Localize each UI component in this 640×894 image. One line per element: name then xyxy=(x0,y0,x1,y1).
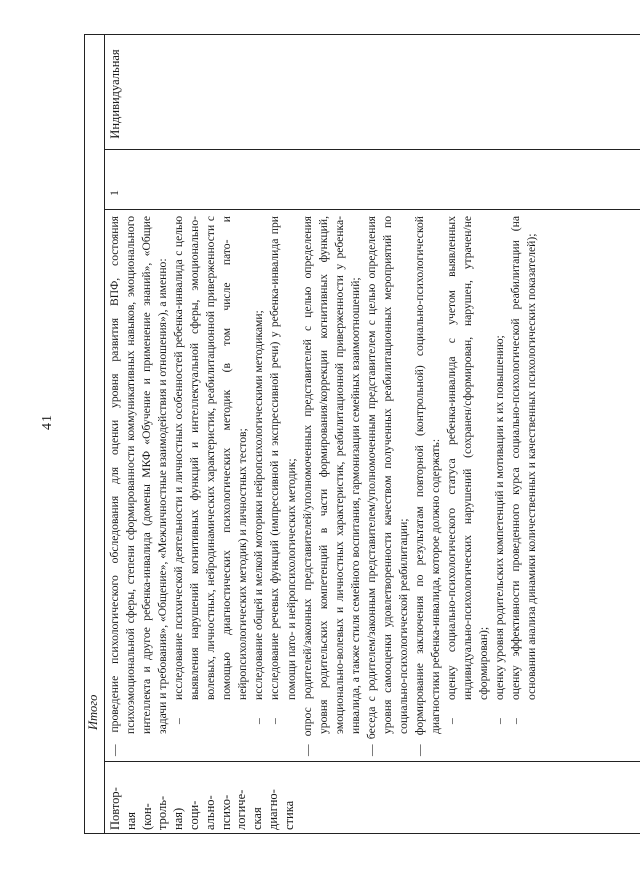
content-sub-item: – оценку эффективности проведенного курса социально-психологической реабилитации (на основании анализа динамики количественных и качественных психологических показателей); xyxy=(509,216,539,724)
stage-line: (кон- xyxy=(139,803,154,830)
content-sub-item: – исследование речевых функций (импрессивной и экспрессивной речи) у ребенка-инвалида при помощи пато- и нейропсихологических методик; xyxy=(268,216,298,724)
stage-line: ская xyxy=(250,807,265,830)
stage-line: стика xyxy=(281,800,296,830)
page-number: 41 xyxy=(40,414,55,430)
itogo-label: Итого xyxy=(86,694,100,730)
col-divider-e xyxy=(84,34,640,35)
itogo-row-divider xyxy=(104,34,105,834)
col-divider-d xyxy=(104,149,640,150)
dash-marker: – xyxy=(493,718,507,724)
stage-line: ная xyxy=(123,812,138,830)
dash-marker: – xyxy=(268,718,282,724)
table-top-border xyxy=(84,34,85,834)
col-divider-b xyxy=(104,761,640,762)
content-cell xyxy=(107,216,540,756)
rehab-table xyxy=(84,34,640,834)
count-mark: 1 xyxy=(107,190,121,196)
dash-marker: – xyxy=(509,718,523,724)
stage-line: логиче- xyxy=(234,789,249,830)
stage-line: троль- xyxy=(155,795,170,830)
content-item: — беседа с родителем/законным представителем/уполномоченным представителем с целью определения уровня самооценки удовлетворенности качеством полученных реабилитационных мероприятий по социально-психологической реабилитации; xyxy=(364,216,410,756)
content-intro: — проведение психологического обследования для оценки уровня развития ВПФ, состояния психоэмоциональной сферы, степени сформированности коммуникативных навыков, эмоционального интеллекта и другое ребенка-инвалида (домены МКФ «Обучение и применение знаний», «Общие задачи и требования», «Общение», «Межличностные взаимодействия и отношения»), а именно: xyxy=(108,216,170,756)
stage-line: психо- xyxy=(218,794,233,830)
col-divider-a xyxy=(84,833,640,834)
content-sub-item: – исследование общей и мелкой моторики нейропсихологическими методиками; xyxy=(251,216,267,756)
type-cell-text: Индивидуальная xyxy=(108,49,122,139)
stage-cell xyxy=(108,768,298,830)
col-divider-c xyxy=(104,209,640,210)
dash-marker: – xyxy=(172,718,186,724)
dash-marker: – xyxy=(444,718,458,724)
stage-line: диагно- xyxy=(265,789,280,830)
stage-line: Повтор- xyxy=(108,787,122,830)
content-sub-item: – оценку социально-психологического статуса ребенка-инвалида с учетом выявленных индивидуально-психологических нарушений (сохранен/сформирован, нарушен, утрачен/не сформирован); xyxy=(444,216,491,724)
content-item: — опрос родителей/законных представителей/уполномоченных представителей с целью определения уровня родительских компетенций в части формирования/коррекции когнитивных функций, эмоционально-волевых и личностных характеристик, реабилитационной приверженности у ребенка-инвалида, а также стиля семейного воспитания, гармонизации семейных взаимоотношений; xyxy=(300,216,362,756)
stage-line: ально- xyxy=(202,795,217,830)
content-item: — формирование заключения по результатам повторной (контрольной) социально-психологической диагностики ребенка-инвалида, которое должно содержать: xyxy=(412,216,442,756)
content-sub-item: – оценку уровня родительских компетенций и мотивации к их повышению; xyxy=(492,216,508,756)
stage-line: соци- xyxy=(186,800,201,830)
stage-line: ная) xyxy=(171,807,186,830)
content-sub-item: – исследование психической деятельности и личностных особенностей ребенка-инвалида с целью выявления нарушений когнитивных функций и интеллектуальной сферы, эмоционально-волевых, личностных, нейродинамических характеристик, реабилитационной приверженности с помощью диагностических психологических методик (в том числе пато- и нейропсихологических методик) и личностных тестов; xyxy=(172,216,250,724)
dash-marker: – xyxy=(252,718,266,724)
